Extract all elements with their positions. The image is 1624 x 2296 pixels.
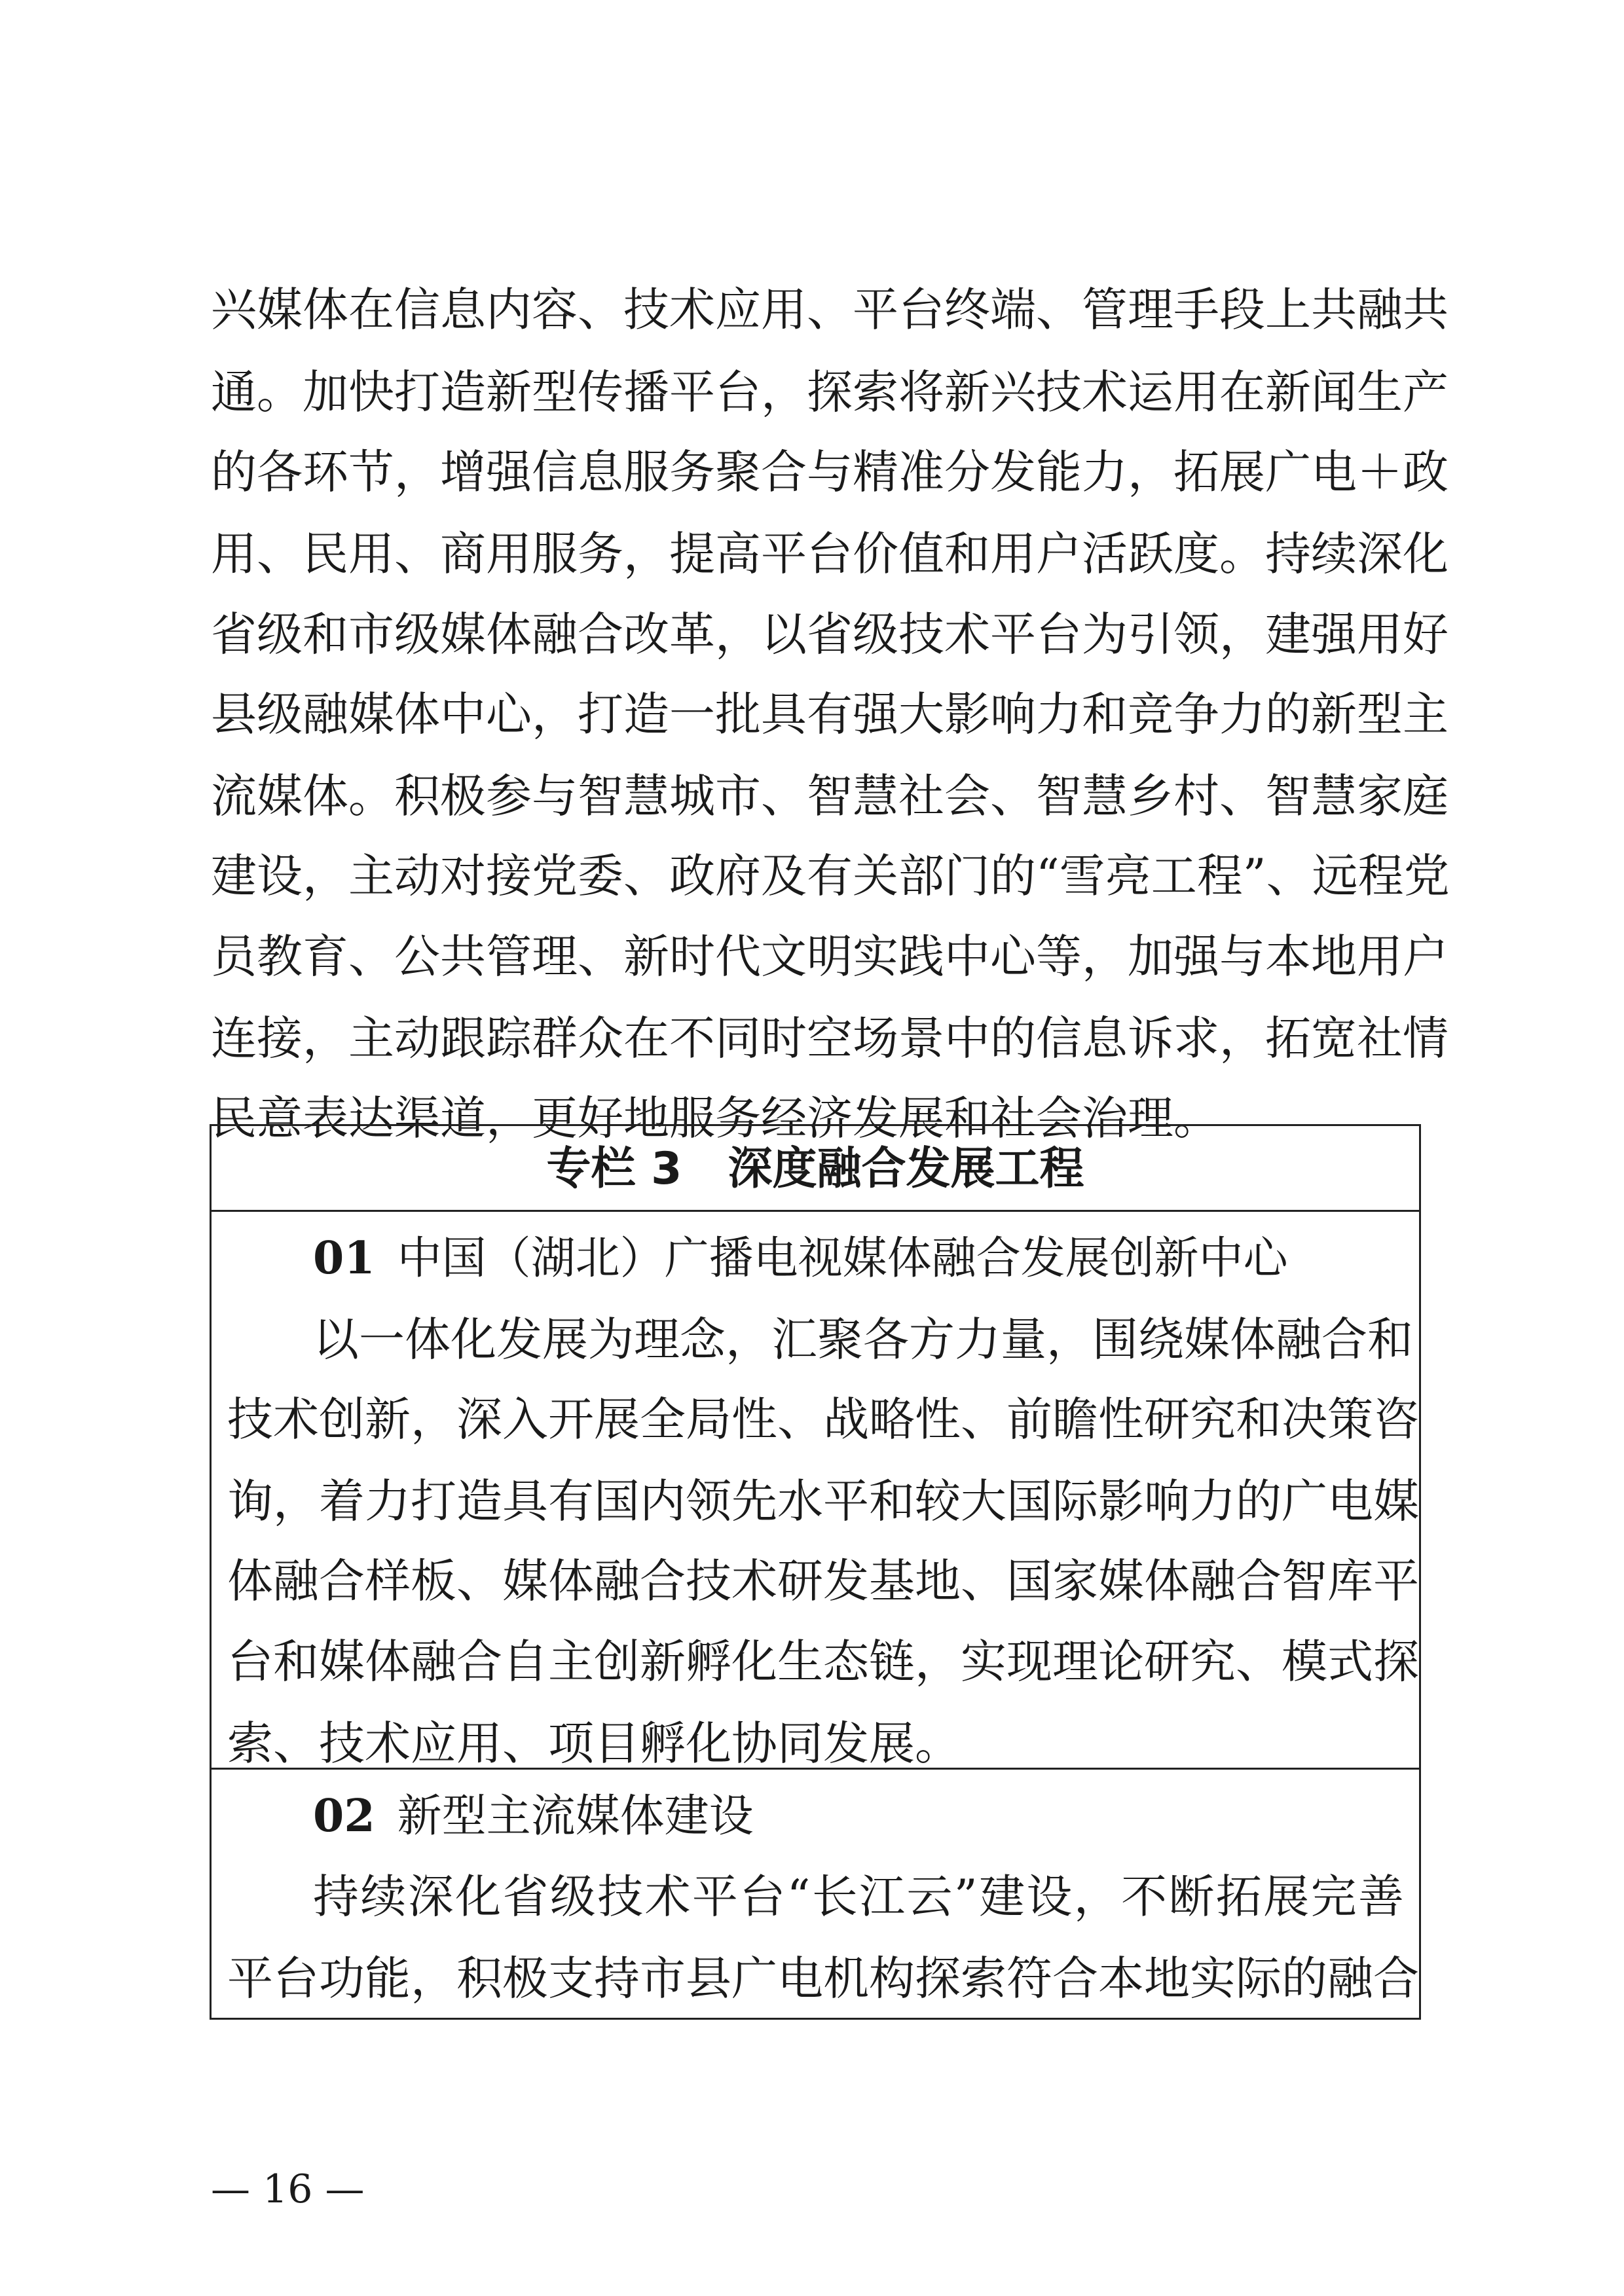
body-line: 兴媒体在信息内容、技术应用、平台终端、管理手段上共融共 bbox=[211, 283, 1449, 337]
box-title-text: 深度融合发展工程 bbox=[728, 1143, 1084, 1195]
box-title-label: 专栏 3 bbox=[546, 1143, 682, 1195]
box-divider bbox=[210, 1210, 1421, 1212]
body-line: 通。加快打造新型传播平台，探索将新兴技术运用在新闻生产 bbox=[211, 365, 1449, 419]
item-line: 平台功能，积极支持市县广电机构探索符合本地实际的融合 bbox=[227, 1952, 1419, 2005]
body-line: 的各环节，增强信息服务聚合与精准分发能力，拓展广电＋政 bbox=[211, 445, 1449, 499]
item-line: 持续深化省级技术平台“长江云”建设，不断拓展完善 bbox=[313, 1870, 1404, 1923]
item-line: 体融合样板、媒体融合技术研发基地、国家媒体融合智库平 bbox=[227, 1554, 1419, 1608]
body-line: 县级融媒体中心，打造一批具有强大影响力和竞争力的新型主 bbox=[211, 687, 1449, 741]
body-line: 民意表达渠道，更好地服务经济发展和社会治理。 bbox=[211, 1091, 1219, 1145]
item-heading bbox=[313, 1790, 754, 1842]
body-line: 建设，主动对接党委、政府及有关部门的“雪亮工程”、远程党 bbox=[211, 849, 1450, 903]
item-title: 新型主流媒体建设 bbox=[397, 1791, 754, 1842]
box-title bbox=[210, 1143, 1421, 1195]
body-line: 省级和市级媒体融合改革，以省级技术平台为引领，建强用好 bbox=[211, 608, 1449, 661]
item-line: 索、技术应用、项目孵化协同发展。 bbox=[227, 1717, 961, 1770]
item-number: 01 bbox=[313, 1232, 375, 1285]
page-number: — 16 — bbox=[211, 2166, 365, 2212]
item-number: 02 bbox=[313, 1790, 375, 1842]
item-line: 台和媒体融合自主创新孵化生态链，实现理论研究、模式探 bbox=[227, 1635, 1419, 1688]
body-line: 流媒体。积极参与智慧城市、智慧社会、智慧乡村、智慧家庭 bbox=[211, 769, 1449, 823]
item-line: 技术创新，深入开展全局性、战略性、前瞻性研究和决策咨 bbox=[227, 1393, 1419, 1446]
item-line: 询，着力打造具有国内领先水平和较大国际影响力的广电媒 bbox=[227, 1474, 1419, 1528]
body-line: 用、民用、商用服务，提高平台价值和用户活跃度。持续深化 bbox=[211, 527, 1449, 581]
item-line: 以一体化发展为理念，汇聚各方力量，围绕媒体融合和 bbox=[313, 1313, 1413, 1366]
item-heading bbox=[313, 1232, 1288, 1285]
body-line: 员教育、公共管理、新时代文明实践中心等，加强与本地用户 bbox=[211, 930, 1449, 983]
item-title: 中国（湖北）广播电视媒体融合发展创新中心 bbox=[397, 1233, 1288, 1285]
body-line: 连接，主动跟踪群众在不同时空场景中的信息诉求，拓宽社情 bbox=[211, 1011, 1449, 1065]
